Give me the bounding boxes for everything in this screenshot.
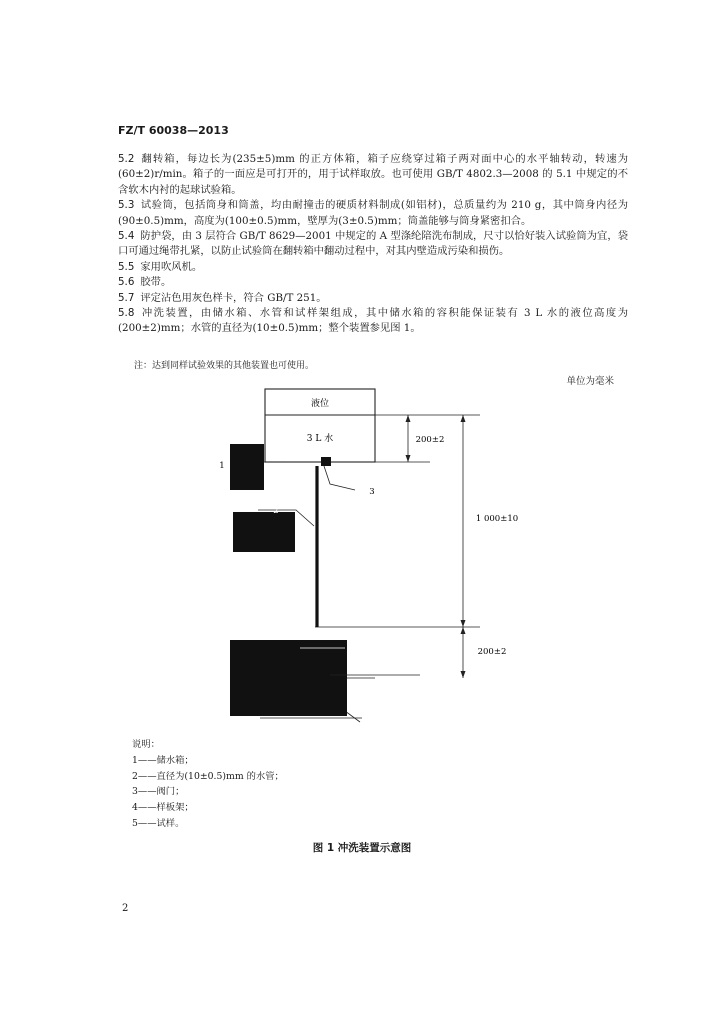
clause-text: 评定沾色用灰色样卡，符合 GB/T 251。: [140, 291, 327, 304]
clause-number: 5.5: [118, 260, 135, 273]
figure-legend: [132, 737, 284, 832]
callout-5: 5: [347, 642, 353, 652]
dim-label-200-tank: 200±2: [415, 435, 445, 445]
obscured-region: [230, 444, 264, 490]
legend-item: 3——阀门；: [132, 786, 185, 798]
legend-item: 4——样板架；: [132, 802, 194, 814]
dim-arrow: [406, 455, 411, 462]
leader-3: [324, 466, 355, 490]
dim-arrow: [406, 415, 411, 422]
tank-level-label: 液位: [310, 399, 330, 409]
callout-3: 3: [369, 487, 375, 497]
callout-2: 2: [273, 506, 279, 516]
document-header: FZ/T 60038—2013: [118, 124, 229, 137]
clause-number: 5.7: [118, 291, 135, 304]
clause-text: 冲洗装置，由储水箱、水管和试样架组成，其中储水箱的容积能保证装有 3 L 水的液位高度为(200±2)mm；水管的直径为(10±0.5)mm；整个装置参见图 1。: [118, 307, 628, 335]
clause-number: 5.8: [118, 307, 135, 320]
dim-label-200-bottom: 200±2: [477, 647, 507, 657]
obscured-region: [230, 640, 347, 716]
frame-leg: [345, 711, 360, 722]
dim-arrow: [461, 415, 466, 422]
dim-arrow: [461, 671, 466, 678]
legend-item: 1——储水箱；: [132, 754, 194, 766]
clause-number: 5.4: [118, 230, 135, 243]
legend-item: 2——直径为(10±0.5)mm 的水管；: [132, 770, 284, 782]
valve: [321, 457, 331, 466]
legend-title: 说明：: [132, 739, 160, 750]
tank-water-label: 3 L 水: [306, 434, 334, 444]
legend-item: 5——试样。: [132, 817, 185, 829]
dim-arrow: [461, 627, 466, 634]
unit-label: 单位为毫米: [566, 376, 614, 387]
dim-arrow: [461, 620, 466, 627]
clause-number: 5.2: [118, 153, 135, 165]
figure-caption: 图 1 冲洗装置示意图: [312, 842, 412, 854]
note: 注：达到同样试验效果的其他装置也可使用。: [134, 361, 315, 371]
clause-text: 胶带。: [140, 276, 172, 289]
clause-text: 防护袋，由 3 层符合 GB/T 8629—2001 中规定的 A 型涤纶陪洗布制成，尺寸以恰好装入试验筒为宜，袋口可通过绳带扎紧，以防止试验筒在翻转箱中翻动过程中，对其内壁造成污染和损伤。: [118, 230, 628, 258]
clause-text: 试验筒，包括筒身和筒盖，均由耐撞击的硬质材料制成(如铝材)，总质量约为 210 g，其中筒身内径为(90±0.5)mm，高度为(100±0.5)mm，壁厚为(3±0.5)mm；筒盖能够与筒身紧密扣合。: [118, 199, 628, 227]
callout-1: 1: [219, 461, 225, 471]
clause-number: 5.6: [118, 276, 135, 289]
clause-number: 5.3: [118, 199, 135, 212]
clause-text: 家用吹风机。: [140, 260, 203, 273]
page-number: 2: [122, 903, 129, 914]
obscured-region: [233, 512, 295, 552]
clause-text: 翻转箱，每边长为(235±5)mm 的正方体箱，箱子应绕穿过箱子两对面中心的水平轴转动，转速为(60±2)r/min。箱子的一面应是可打开的，用于试样取放。也可使用 GB/T 4802.3—2008 的 5.1 中规定的不含软木内衬的起球试验箱。: [118, 153, 628, 196]
dim-label-1000: 1 000±10: [475, 514, 519, 524]
